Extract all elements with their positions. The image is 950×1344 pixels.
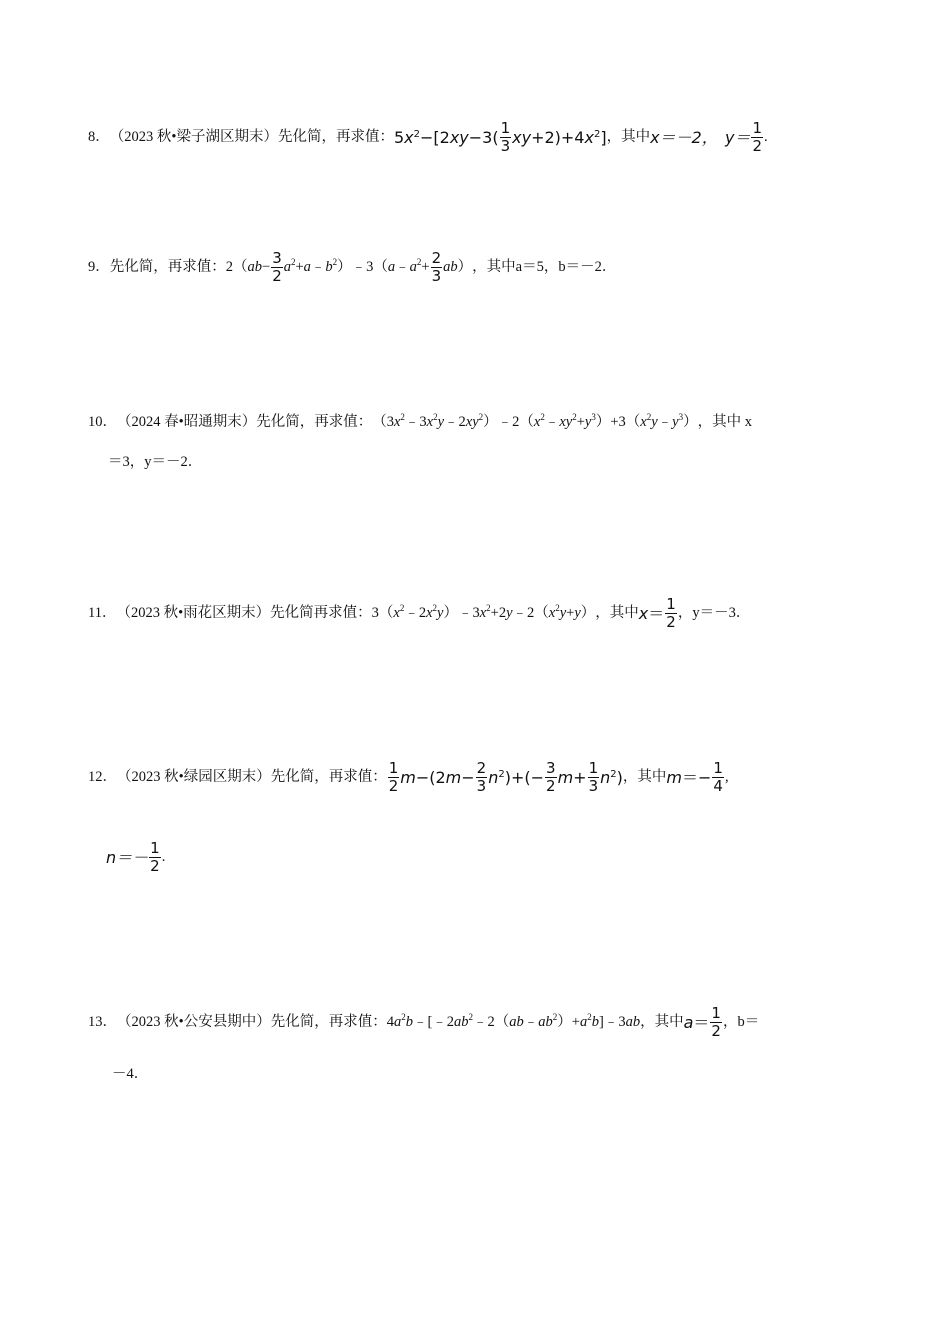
expression: $4a^2b﹣[﹣2ab^2﹣2(ab﹣ab^2)+a^2b]﹣3ab$ (386, 1012, 641, 1031)
problem-source: （2023 秋•公安县期中）先化简，再求值： (117, 1014, 387, 1031)
problem-source: （2023 秋•绿园区期末）先化简，再求值： (117, 769, 387, 786)
expression: m−(2m− (400, 767, 475, 787)
fraction: $\frac{1}{4}$ (713, 759, 723, 795)
problem-number: 9． (88, 259, 110, 276)
problem-number: 12． (88, 769, 117, 786)
fraction: $\frac{2}{3}$ (431, 249, 442, 285)
fraction: $\frac{3}{2}$ (272, 249, 282, 285)
fraction: $\frac{1}{2}$ (666, 595, 676, 631)
problem-source: （2023 秋•梁子湖区期末）先化简，再求值： (109, 129, 394, 146)
fraction: $\frac{1}{2}$ (711, 1004, 721, 1040)
fraction: $\frac{2}{3}$ (476, 759, 487, 795)
expression: $3(x^2﹣2x^2y)﹣3x^2+2y﹣2(x^2y+y)$ (371, 603, 596, 622)
fraction: $\frac{1}{2}$ (388, 759, 399, 795)
fraction: $\frac{1}{3}$ (500, 119, 511, 155)
expression: $(3x^2﹣3x^2y﹣2xy^2)﹣2(x^2﹣xy^2+y^3)+3(x^2y﹣y^3)$ (372, 412, 698, 430)
expression: $5x^2-[2xy-3$( (393, 127, 499, 147)
problem-source: （2024 春•昭通期末）先化简，再求值： (117, 414, 373, 430)
fraction: $\frac{1}{2}$ (150, 839, 160, 875)
problem-number: 8． (88, 129, 110, 146)
fraction: $\frac{1}{2}$ (752, 119, 763, 155)
problem-number: 13． (88, 1014, 117, 1031)
problem-source: （2023 秋•雨花区期末）先化简再求值： (116, 605, 372, 622)
problem-number: 10． (88, 414, 117, 430)
fraction: $\frac{3}{2}$ (546, 759, 556, 795)
problem-number: 11． (88, 605, 117, 622)
fraction: $\frac{1}{3}$ (588, 759, 599, 795)
expression: 2（ab− (225, 259, 271, 276)
